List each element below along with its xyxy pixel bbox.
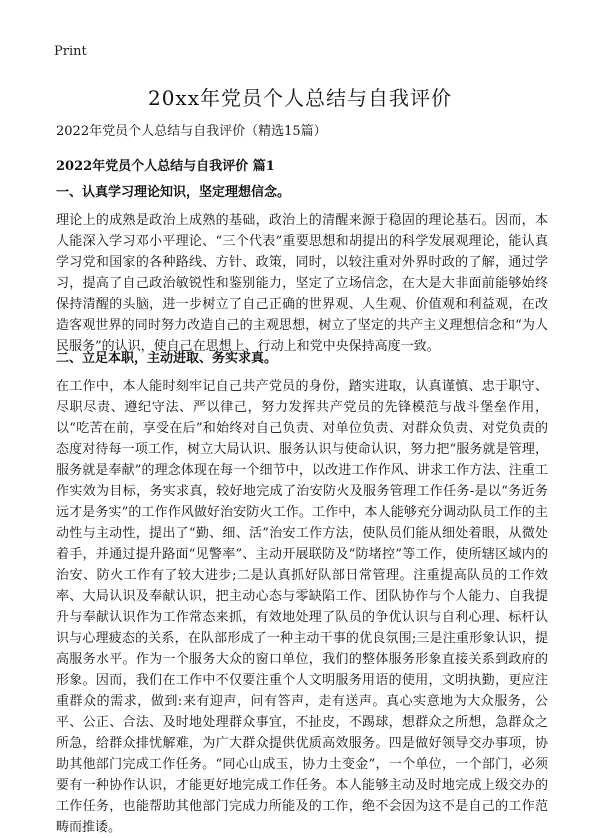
item-heading-2: 二、立足本职，主动进取、务实求真。 xyxy=(56,351,278,366)
section-heading: 2022年党员个人总结与自我评价 篇1 xyxy=(56,159,275,174)
item-body-2: 在工作中，本人能时刻牢记自己共产党员的身份，踏实进取，认真谨慎、忠于职守、尽职尽责、遵纪守法、严以律己，努力发挥共产党员的先锋模范与战斗堡垒作用，以“吃苦在前，享受在后”和始终对自己负责、对单位负责、对群众负责、对党负责的态度对待每一项工作，树立大局认识、服务认识与使命认识，努力把“服务就是管理，服务就是奉献”的理念体现在每一个细节中，以改进工作作风、讲求工作方法、注重工作实效为目标，务实求真，较好地完成了治安防火及服务管理工作任务-是以“务近务远才是务实”的工作作风做好治安防火工作。工作中，本人能够充分调动队员工作的主动性与主动性，提出了“勤、细、活”治安工作方法，使队员们能从细处着眼，从微处着手，并通过提升路面“见警率”、主动开展联防及“防堵控”等工作，使所辖区域内的治安、防火工作有了较大进步;二是认真抓好队部日常管理。注重提高队员的工作效率、大局认识及奉献认识，把主动心态与零缺陷工作、团队协作与个人能力、自我提升与奉献认识作为工作常态来抓，有效地处理了队员的争优认识与自利心理、标杆认识与心理疲态的关系，在队部形成了一种主动干事的优良氛围;三是注重形象认识，提高服务水平。作为一个服务大众的窗口单位，我们的整体服务形象直接关系到政府的形象。因而，我们在工作中不仅要注重个人文明服务用语的使用，文明执勤，更应注重群众的需求，做到:来有迎声，问有答声，走有送声。真心实意地为大众服务，公平、公正、合法、及时地处理群众事宜，不扯皮，不踢球，想群众之所想，急群众之所急，给群众排忧解难，为广大群众提供优质高效服务。四是做好领导交办事项，协助其他部门完成工作任务。“同心山成玉，协力土变金”，一个单位，一个部门，必须要有一种协作认识，才能更好地完成工作任务。本人能够主动及时地完成上级交办的工作任务，也能帮助其他部门完成力所能及的工作，绝不会因为这不是自己的工作范畴而推诿。 xyxy=(56,379,548,835)
document-subtitle: 2022年党员个人总结与自我评价（精选15篇） xyxy=(56,124,327,139)
page-title: 20xx年党员个人总结与自我评价 xyxy=(147,86,452,110)
item-body-1: 理论上的成熟是政治上成熟的基础，政治上的清醒来源于稳固的理论基石。因而，本人能深入学习邓小平理论、“三个代表”重要思想和胡提出的科学发展观理论，能认真学习党和国家的各种路线、方针、政策，同时，以较注重对外界时政的了解，通过学习，提高了自己政治敏锐性和鉴别能力，坚定了立场信念，在大是大非面前能够始终保持清醒的头脑，进一步树立了自己正确的世界观、人生观、价值观和利益观，在改造客观世界的同时努力改造自己的主观思想，树立了坚定的共产主义理想信念和“为人民服务”的认识，使自己在思想上、行动上和党中央保持高度一致。 xyxy=(56,213,548,354)
item-heading-1: 一、认真学习理论知识，坚定理想信念。 xyxy=(56,185,291,200)
print-link[interactable]: Print xyxy=(54,44,87,59)
